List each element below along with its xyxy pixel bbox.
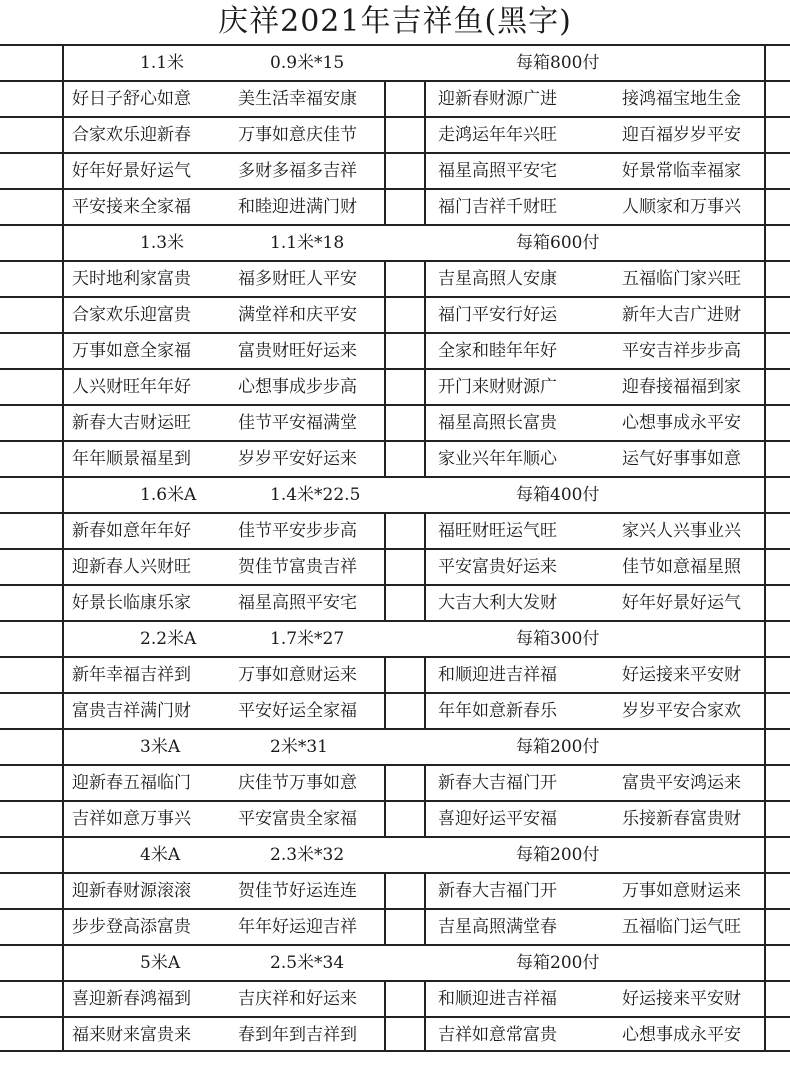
row-divider-mid	[384, 980, 386, 1018]
row-divider-mid	[424, 872, 426, 910]
row-divider-right	[764, 944, 766, 982]
couplet-text: 吉星高照人安康	[438, 269, 557, 289]
row-divider-right	[764, 80, 766, 118]
row-divider-right	[764, 260, 766, 298]
row-divider-right	[764, 404, 766, 442]
section-size: 3米A	[140, 737, 181, 757]
couplet-text: 迎新春财源滚滚	[72, 881, 191, 901]
page-title: 庆祥2021年吉祥鱼(黑字)	[218, 4, 572, 39]
couplet-text: 开门来财财源广	[438, 377, 557, 397]
couplet-text: 富贵平安鸿运来	[622, 773, 741, 793]
table-row	[0, 260, 790, 296]
row-divider-left	[62, 656, 64, 694]
couplet-text: 福星高照平安宅	[238, 593, 357, 613]
couplet-text: 五福临门家兴旺	[622, 269, 741, 289]
couplet-text: 福门吉祥千财旺	[438, 197, 557, 217]
row-divider-right	[764, 188, 766, 226]
row-divider-mid	[384, 764, 386, 802]
row-divider-left	[62, 548, 64, 586]
row-divider-mid	[424, 656, 426, 694]
couplet-text: 福门平安行好运	[438, 305, 557, 325]
row-divider-left	[62, 944, 64, 982]
row-divider-right	[764, 656, 766, 694]
couplet-text: 和顺迎进吉祥福	[438, 665, 557, 685]
couplet-text: 好景常临幸福家	[622, 161, 741, 181]
couplet-text: 新春大吉财运旺	[72, 413, 191, 433]
section-dimensions: 1.1米*18	[270, 233, 345, 253]
row-divider-mid	[424, 1016, 426, 1052]
section-box-quantity: 每箱800付	[516, 53, 600, 73]
row-divider-left	[62, 908, 64, 946]
row-divider-right	[764, 800, 766, 838]
section-dimensions: 2米*31	[270, 737, 328, 757]
row-divider-mid	[424, 548, 426, 586]
table-row	[0, 764, 790, 800]
row-divider-right	[764, 836, 766, 874]
row-divider-mid	[424, 188, 426, 226]
table-row	[0, 548, 790, 584]
couplet-text: 万事如意财运来	[238, 665, 357, 685]
row-divider-mid	[384, 368, 386, 406]
couplet-text: 家业兴年年顺心	[438, 449, 557, 469]
section-dimensions: 0.9米*15	[270, 53, 345, 73]
section-header	[0, 728, 790, 764]
row-divider-right	[764, 116, 766, 154]
couplet-text: 平安吉祥步步高	[622, 341, 741, 361]
row-divider-left	[62, 260, 64, 298]
table-row	[0, 80, 790, 116]
table-row	[0, 368, 790, 404]
couplet-text: 新年大吉广进财	[622, 305, 741, 325]
row-divider-right	[764, 44, 766, 82]
couplet-text: 五福临门运气旺	[622, 917, 741, 937]
row-divider-left	[62, 152, 64, 190]
couplet-text: 吉祥如意万事兴	[72, 809, 191, 829]
section-header	[0, 944, 790, 980]
row-divider-mid	[424, 404, 426, 442]
section-box-quantity: 每箱400付	[516, 485, 600, 505]
couplet-text: 心想事成永平安	[622, 1025, 741, 1045]
section-box-quantity: 每箱600付	[516, 233, 600, 253]
section-dimensions: 1.4米*22.5	[270, 485, 361, 505]
row-divider-mid	[424, 800, 426, 838]
couplet-text: 和顺迎进吉祥福	[438, 989, 557, 1009]
couplet-text: 万事如意全家福	[72, 341, 191, 361]
couplet-text: 满堂祥和庆平安	[238, 305, 357, 325]
section-size: 2.2米A	[140, 629, 197, 649]
table-row	[0, 980, 790, 1016]
row-divider-mid	[384, 908, 386, 946]
row-divider-left	[62, 80, 64, 118]
couplet-text: 合家欢乐迎新春	[72, 125, 191, 145]
couplet-text: 心想事成步步高	[238, 377, 357, 397]
couplet-text: 全家和睦年年好	[438, 341, 557, 361]
section-size: 4米A	[140, 845, 181, 865]
row-divider-right	[764, 908, 766, 946]
table-row	[0, 296, 790, 332]
couplet-text: 和睦迎进满门财	[238, 197, 357, 217]
row-divider-mid	[424, 764, 426, 802]
section-header	[0, 224, 790, 260]
couplet-text: 福旺财旺运气旺	[438, 521, 557, 541]
couplet-text: 福多财旺人平安	[238, 269, 357, 289]
row-divider-mid	[384, 188, 386, 226]
couplet-text: 佳节平安步步高	[238, 521, 357, 541]
row-divider-mid	[424, 152, 426, 190]
table-row	[0, 440, 790, 476]
couplet-text: 喜迎好运平安福	[438, 809, 557, 829]
section-box-quantity: 每箱300付	[516, 629, 600, 649]
row-divider-mid	[424, 80, 426, 118]
couplet-text: 吉庆祥和好运来	[238, 989, 357, 1009]
row-divider-mid	[424, 260, 426, 298]
couplet-text: 贺佳节好运连连	[238, 881, 357, 901]
couplet-text: 平安接来全家福	[72, 197, 191, 217]
row-divider-left	[62, 44, 64, 82]
row-divider-left	[62, 296, 64, 334]
row-divider-left	[62, 764, 64, 802]
row-divider-left	[62, 188, 64, 226]
row-divider-mid	[384, 296, 386, 334]
row-divider-right	[764, 620, 766, 658]
row-divider-mid	[384, 404, 386, 442]
row-divider-right	[764, 512, 766, 550]
row-divider-mid	[424, 368, 426, 406]
couplet-text: 福来财来富贵来	[72, 1025, 191, 1045]
couplet-text: 年年好运迎吉祥	[238, 917, 357, 937]
couplet-text: 好日子舒心如意	[72, 89, 191, 109]
row-divider-right	[764, 440, 766, 478]
table-row	[0, 872, 790, 908]
product-table	[0, 44, 790, 1052]
couplet-text: 大吉大利大发财	[438, 593, 557, 613]
couplet-text: 心想事成永平安	[622, 413, 741, 433]
section-header	[0, 476, 790, 512]
couplet-text: 岁岁平安好运来	[238, 449, 357, 469]
couplet-text: 平安富贵好运来	[438, 557, 557, 577]
table-row	[0, 152, 790, 188]
table-row	[0, 656, 790, 692]
couplet-text: 福星高照长富贵	[438, 413, 557, 433]
row-divider-mid	[424, 512, 426, 550]
table-row	[0, 512, 790, 548]
couplet-text: 新春大吉福门开	[438, 773, 557, 793]
row-divider-right	[764, 224, 766, 262]
couplet-text: 好景长临康乐家	[72, 593, 191, 613]
row-divider-left	[62, 620, 64, 658]
row-divider-right	[764, 152, 766, 190]
couplet-text: 喜迎新春鸿福到	[72, 989, 191, 1009]
row-divider-left	[62, 512, 64, 550]
row-divider-mid	[384, 656, 386, 694]
row-divider-mid	[384, 260, 386, 298]
row-divider-right	[764, 1016, 766, 1052]
row-divider-mid	[424, 584, 426, 622]
row-divider-mid	[424, 116, 426, 154]
row-divider-left	[62, 332, 64, 370]
row-divider-right	[764, 368, 766, 406]
couplet-text: 万事如意财运来	[622, 881, 741, 901]
row-divider-left	[62, 368, 64, 406]
section-dimensions: 2.5米*34	[270, 953, 345, 973]
section-size: 1.6米A	[140, 485, 197, 505]
couplet-text: 迎百福岁岁平安	[622, 125, 741, 145]
row-divider-right	[764, 296, 766, 334]
row-divider-right	[764, 764, 766, 802]
couplet-text: 家兴人兴事业兴	[622, 521, 741, 541]
couplet-text: 庆佳节万事如意	[238, 773, 357, 793]
row-divider-mid	[384, 332, 386, 370]
couplet-text: 迎春接福福到家	[622, 377, 741, 397]
row-divider-mid	[384, 152, 386, 190]
couplet-text: 佳节如意福星照	[622, 557, 741, 577]
row-divider-left	[62, 872, 64, 910]
couplet-text: 好运接来平安财	[622, 665, 741, 685]
table-row	[0, 332, 790, 368]
table-row	[0, 116, 790, 152]
section-header	[0, 836, 790, 872]
couplet-text: 走鸿运年年兴旺	[438, 125, 557, 145]
row-divider-mid	[384, 692, 386, 730]
row-divider-left	[62, 404, 64, 442]
row-divider-mid	[384, 116, 386, 154]
row-divider-mid	[424, 296, 426, 334]
section-size: 1.1米	[140, 53, 185, 73]
section-size: 1.3米	[140, 233, 185, 253]
section-header	[0, 44, 790, 80]
couplet-text: 美生活幸福安康	[238, 89, 357, 109]
row-divider-mid	[384, 872, 386, 910]
row-divider-left	[62, 584, 64, 622]
couplet-text: 好年好景好运气	[622, 593, 741, 613]
couplet-text: 吉星高照满堂春	[438, 917, 557, 937]
row-divider-mid	[424, 692, 426, 730]
row-divider-right	[764, 332, 766, 370]
row-divider-right	[764, 548, 766, 586]
couplet-text: 贺佳节富贵吉祥	[238, 557, 357, 577]
row-divider-right	[764, 728, 766, 766]
table-row	[0, 188, 790, 224]
couplet-text: 岁岁平安合家欢	[622, 701, 741, 721]
section-dimensions: 2.3米*32	[270, 845, 345, 865]
table-row	[0, 692, 790, 728]
row-divider-mid	[424, 332, 426, 370]
couplet-text: 万事如意庆佳节	[238, 125, 357, 145]
couplet-text: 富贵财旺好运来	[238, 341, 357, 361]
couplet-text: 人兴财旺年年好	[72, 377, 191, 397]
couplet-text: 迎新春财源广进	[438, 89, 557, 109]
section-box-quantity: 每箱200付	[516, 845, 600, 865]
row-divider-mid	[384, 80, 386, 118]
table-row	[0, 1016, 790, 1052]
couplet-text: 人顺家和万事兴	[622, 197, 741, 217]
section-header	[0, 620, 790, 656]
couplet-text: 步步登高添富贵	[72, 917, 191, 937]
row-divider-right	[764, 692, 766, 730]
couplet-text: 福星高照平安宅	[438, 161, 557, 181]
table-row	[0, 404, 790, 440]
couplet-text: 平安富贵全家福	[238, 809, 357, 829]
couplet-text: 合家欢乐迎富贵	[72, 305, 191, 325]
row-divider-mid	[424, 980, 426, 1018]
section-size: 5米A	[140, 953, 181, 973]
row-divider-left	[62, 836, 64, 874]
couplet-text: 好年好景好运气	[72, 161, 191, 181]
couplet-text: 乐接新春富贵财	[622, 809, 741, 829]
couplet-text: 接鸿福宝地生金	[622, 89, 741, 109]
row-divider-right	[764, 476, 766, 514]
row-divider-mid	[384, 440, 386, 478]
row-divider-mid	[384, 548, 386, 586]
section-dimensions: 1.7米*27	[270, 629, 345, 649]
row-divider-left	[62, 980, 64, 1018]
couplet-text: 天时地利家富贵	[72, 269, 191, 289]
row-divider-left	[62, 476, 64, 514]
couplet-text: 新春大吉福门开	[438, 881, 557, 901]
table-row	[0, 908, 790, 944]
couplet-text: 迎新春五福临门	[72, 773, 191, 793]
row-divider-right	[764, 872, 766, 910]
row-divider-left	[62, 224, 64, 262]
couplet-text: 好运接来平安财	[622, 989, 741, 1009]
couplet-text: 富贵吉祥满门财	[72, 701, 191, 721]
row-divider-mid	[384, 800, 386, 838]
couplet-text: 运气好事事如意	[622, 449, 741, 469]
couplet-text: 迎新春人兴财旺	[72, 557, 191, 577]
row-divider-left	[62, 800, 64, 838]
row-divider-mid	[424, 908, 426, 946]
couplet-text: 年年如意新春乐	[438, 701, 557, 721]
couplet-text: 年年顺景福星到	[72, 449, 191, 469]
couplet-text: 新春如意年年好	[72, 521, 191, 541]
row-divider-right	[764, 980, 766, 1018]
row-divider-left	[62, 116, 64, 154]
row-divider-mid	[384, 1016, 386, 1052]
row-divider-mid	[424, 440, 426, 478]
couplet-text: 多财多福多吉祥	[238, 161, 357, 181]
section-box-quantity: 每箱200付	[516, 737, 600, 757]
couplet-text: 新年幸福吉祥到	[72, 665, 191, 685]
row-divider-left	[62, 1016, 64, 1052]
row-divider-left	[62, 728, 64, 766]
couplet-text: 春到年到吉祥到	[238, 1025, 357, 1045]
row-divider-right	[764, 584, 766, 622]
couplet-text: 平安好运全家福	[238, 701, 357, 721]
row-divider-mid	[384, 584, 386, 622]
row-divider-left	[62, 692, 64, 730]
row-divider-left	[62, 440, 64, 478]
table-row	[0, 584, 790, 620]
section-box-quantity: 每箱200付	[516, 953, 600, 973]
table-row	[0, 800, 790, 836]
couplet-text: 佳节平安福满堂	[238, 413, 357, 433]
couplet-text: 吉祥如意常富贵	[438, 1025, 557, 1045]
row-divider-mid	[384, 512, 386, 550]
